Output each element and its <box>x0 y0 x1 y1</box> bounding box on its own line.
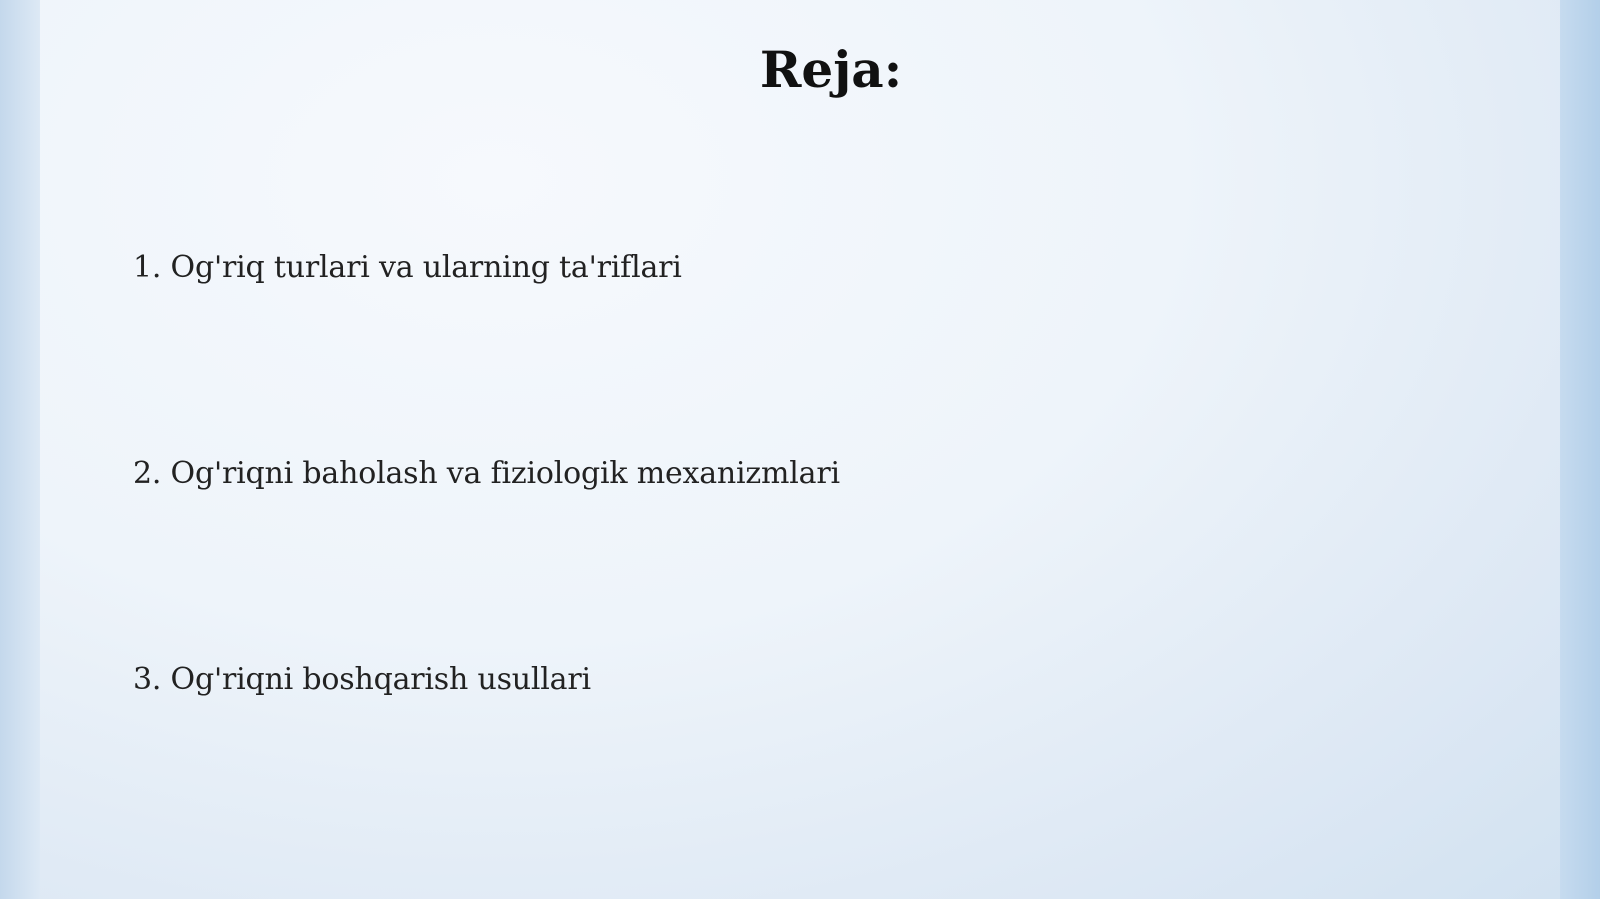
plan-item-1: 1. Og'riq turlari va ularning ta'riflari <box>133 250 682 285</box>
plan-item-3: 3. Og'riqni boshqarish usullari <box>133 662 591 697</box>
plan-item-2: 2. Og'riqni baholash va fiziologik mexanizmlari <box>133 456 840 491</box>
slide-title: Reja: <box>759 40 903 99</box>
slide <box>40 0 1560 899</box>
